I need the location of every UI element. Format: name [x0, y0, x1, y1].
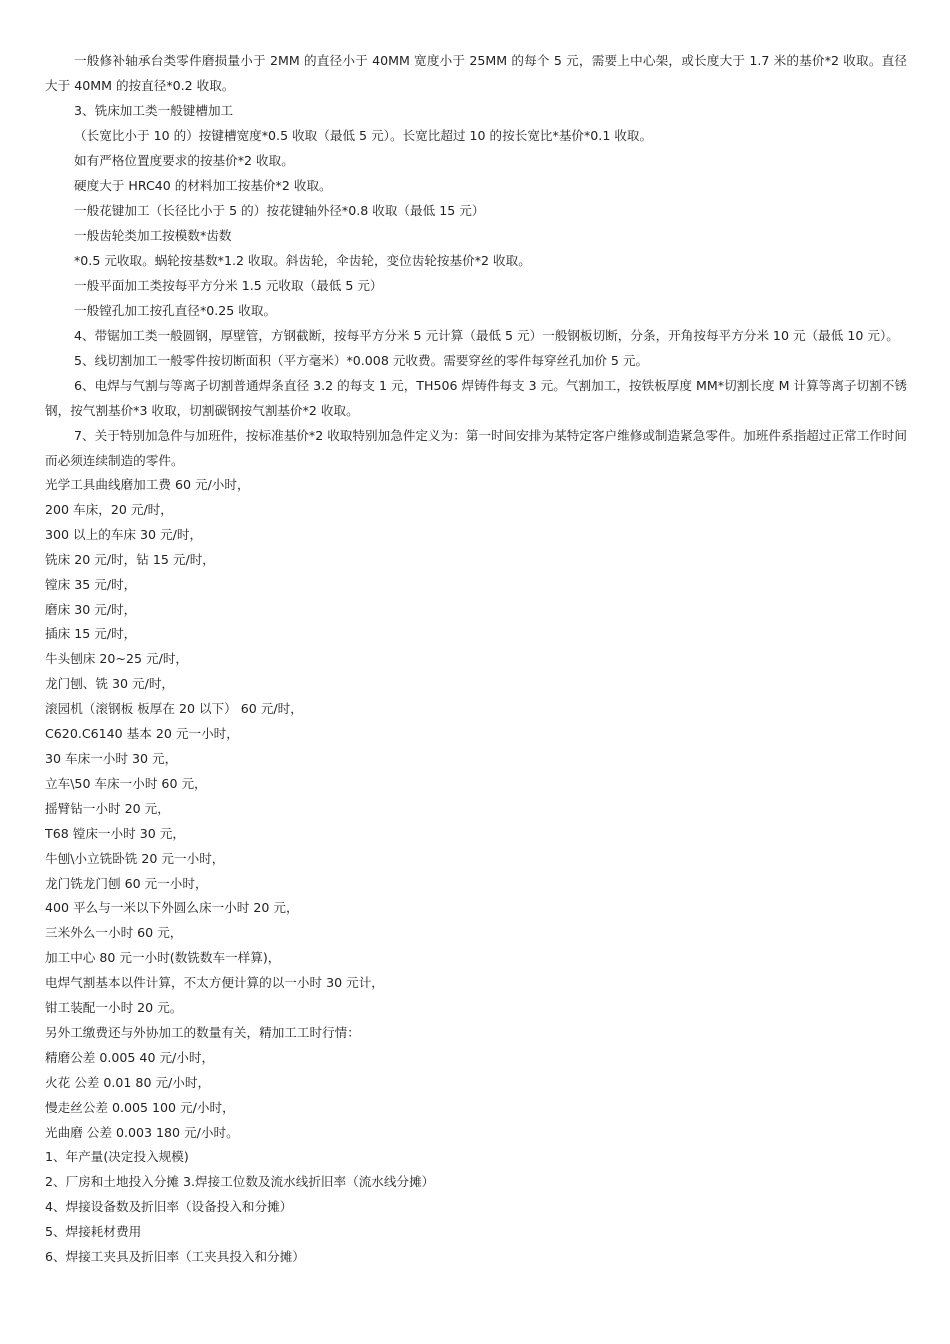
- list-item: 1、年产量(决定投入规模): [45, 1149, 189, 1165]
- rate-line: 龙门刨、铣 30 元/时，: [45, 676, 175, 692]
- paragraph-boring: 一般镗孔加工按孔直径*0.25 收取。: [74, 303, 277, 318]
- list-item: 6、焊接工夹具及折旧率（工夹具投入和分摊）: [45, 1249, 305, 1265]
- rate-line: 三米外么一小时 60 元，: [45, 925, 183, 941]
- rate-line: T68 镗床一小时 30 元，: [45, 825, 185, 841]
- rate-line: 滚园机（滚钢板 板厚在 20 以下） 60 元/时，: [45, 701, 303, 717]
- rate-line: 加工中心 80 元一小时(数铣数车一样算)，: [45, 950, 281, 966]
- paragraph-band-saw: 4、带锯加工类一般圆钢，厚壁管，方钢截断，按每平方分米 5 元计算（最低 5 元）一般钢板切断，分条，开角按每平方分米 10 元（最低 10 元）。: [74, 328, 899, 343]
- paragraph-repair-bearing: 一般修补轴承台类零件磨损量小于 2MM 的直径小于 40MM 宽度小于 25MM 的每个 5 元，需要上中心架，或长度大于 1.7 米的基价*2 收取。直径大于 40MM 的按直径*0.2 收取。: [45, 53, 907, 93]
- paragraph-welding: 6、电焊与气割与等离子切割普通焊条直径 3.2 的每支 1 元，TH506 焊铸件每支 3 元。气割加工，按铁板厚度 MM*切割长度 M 计算等离子切割不锈钢，按气割基价*3 收取，切割碳钢按气割基价*2 收取。: [45, 378, 907, 418]
- rate-line: 铣床 20 元/时，钻 15 元/时，: [45, 551, 215, 567]
- paragraph-urgent: 7、关于特别加急件与加班件，按标准基价*2 收取特别加急件定义为：第一时间安排为某特定客户维修或制造紧急零件。加班件系指超过正常工作时间而必须连续制造的零件。: [45, 428, 907, 468]
- rate-line: 400 平么与一米以下外圆么床一小时 20 元，: [45, 900, 299, 916]
- paragraph-gear-cont: *0.5 元收取。蜗轮按基数*1.2 收取。斜齿轮，伞齿轮，变位齿轮按基价*2 收取。: [74, 253, 531, 268]
- rate-line: 另外工缴费还与外协加工的数量有关，精加工工时行情：: [45, 1024, 360, 1040]
- rate-line: 电焊气割基本以件计算，不太方便计算的以一小时 30 元计，: [45, 975, 384, 991]
- rate-line: 牛刨\小立铣卧铣 20 元一小时，: [45, 850, 225, 866]
- paragraph-wire-cut: 5、线切割加工一般零件按切断面积（平方毫米）*0.008 元收费。需要穿丝的零件每穿丝孔加价 5 元。: [74, 353, 649, 368]
- rate-line: C620.C6140 基本 20 元一小时，: [45, 726, 239, 742]
- rate-line: 光曲磨 公差 0.003 180 元/小时。: [45, 1124, 239, 1140]
- rate-line: 300 以上的车床 30 元/时，: [45, 526, 203, 542]
- paragraph-hardness: 硬度大于 HRC40 的材料加工按基价*2 收取。: [74, 178, 332, 193]
- paragraph-position-tolerance: 如有严格位置度要求的按基价*2 收取。: [74, 153, 294, 168]
- document-page: [45, 48, 907, 1270]
- rate-line: 镗床 35 元/时，: [45, 576, 137, 592]
- rate-line: 牛头刨床 20~25 元/时，: [45, 651, 189, 667]
- rate-line: 200 车床，20 元/时，: [45, 501, 173, 517]
- paragraph-gear: 一般齿轮类加工按模数*齿数: [74, 228, 232, 243]
- paragraph-spline: 一般花键加工（长径比小于 5 的）按花键轴外径*0.8 收取（最低 15 元）: [74, 203, 485, 218]
- rate-line: 磨床 30 元/时，: [45, 601, 137, 617]
- rate-line: 火花 公差 0.01 80 元/小时，: [45, 1074, 211, 1090]
- rate-line: 立车\50 车床一小时 60 元，: [45, 775, 207, 791]
- rate-line: 30 车床一小时 30 元，: [45, 750, 178, 766]
- rate-line: 精磨公差 0.005 40 元/小时，: [45, 1049, 215, 1065]
- rate-line: 插床 15 元/时，: [45, 626, 137, 642]
- rate-line: 龙门铣龙门刨 60 元一小时，: [45, 875, 208, 891]
- paragraph-milling-heading: 3、铣床加工类一般键槽加工: [74, 103, 234, 118]
- list-item: 2、厂房和土地投入分摊 3.焊接工位数及流水线折旧率（流水线分摊）: [45, 1174, 435, 1190]
- paragraph-plane: 一般平面加工类按每平方分米 1.5 元收取（最低 5 元）: [74, 278, 383, 293]
- paragraph-keyway-ratio: （长宽比小于 10 的）按键槽宽度*0.5 收取（最低 5 元）。长宽比超过 10 的按长宽比*基价*0.1 收取。: [74, 128, 653, 143]
- rate-line: 慢走丝公差 0.005 100 元/小时，: [45, 1099, 235, 1115]
- list-item: 4、焊接设备数及折旧率（设备投入和分摊）: [45, 1199, 293, 1215]
- rate-line: 钳工装配一小时 20 元。: [45, 1000, 183, 1016]
- rate-line: 光学工具曲线磨加工费 60 元/小时，: [45, 477, 250, 492]
- rate-line: 摇臂钻一小时 20 元，: [45, 800, 170, 816]
- list-item: 5、焊接耗材费用: [45, 1224, 142, 1240]
